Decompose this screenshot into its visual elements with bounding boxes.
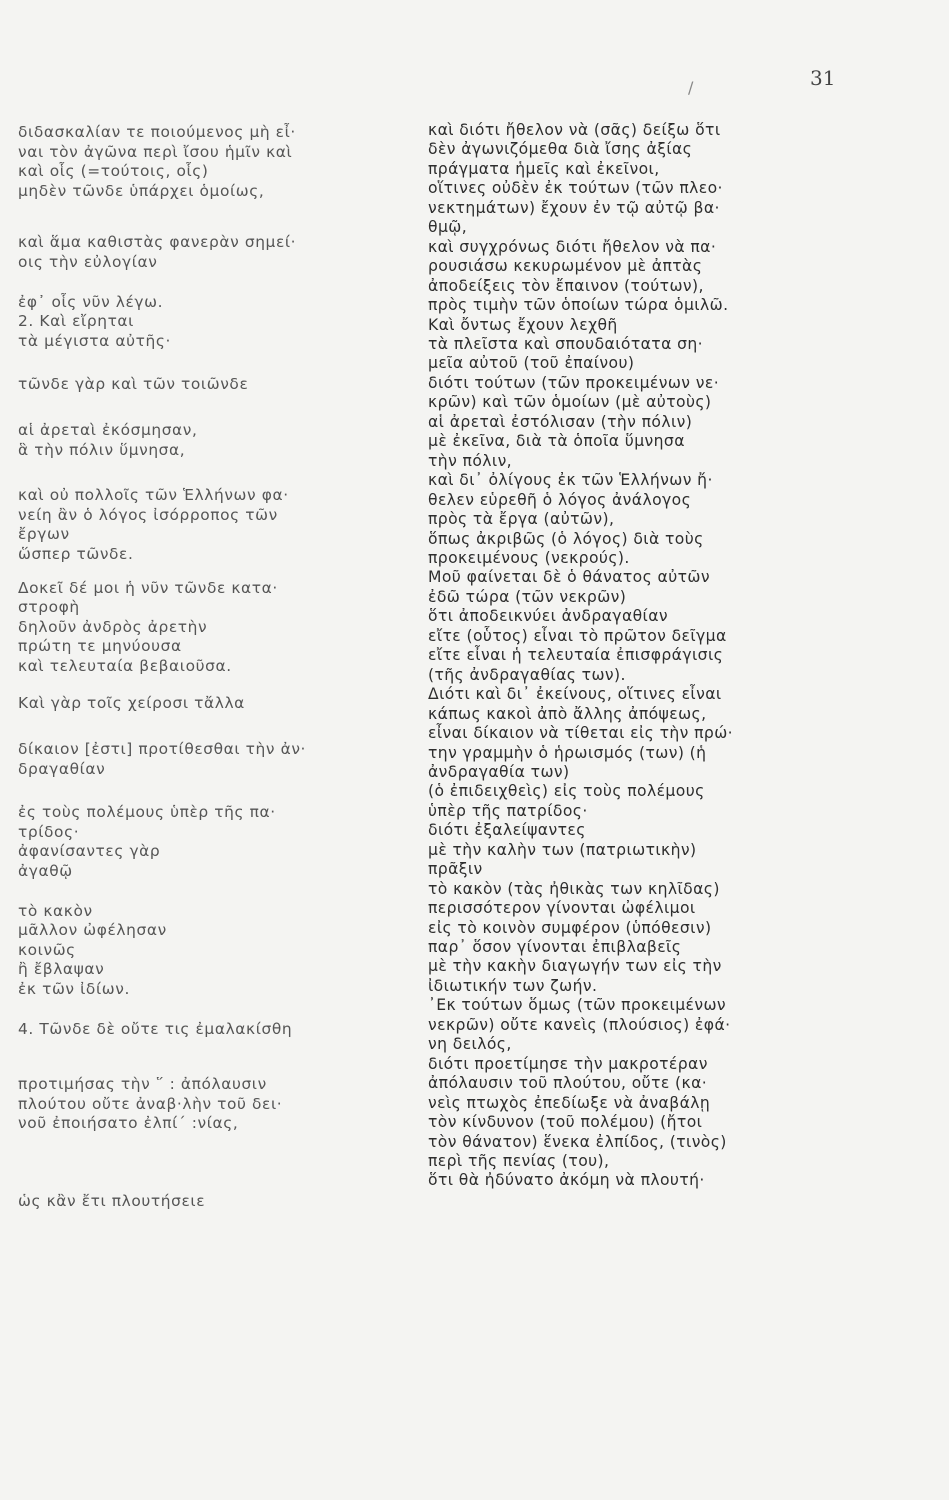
text-block [18, 803, 413, 881]
translation-line: ὅπως ἀκριβῶς (ὁ λόγος) διὰ τοὺς [428, 529, 704, 548]
translation-line: τὸν θάνατον) ἕνεκα ἐλπίδος, (τινὸς) [428, 1132, 727, 1151]
text-block [18, 123, 413, 201]
text-block [18, 1075, 413, 1134]
translation-line: ὑπὲρ τῆς πατρίδος· [428, 801, 588, 820]
translation-line: κάπως κακοὶ ἀπὸ ἄλλης ἀπόψεως, [428, 704, 707, 723]
text-block [18, 233, 413, 272]
text-line: δίκαιον [ἐστι] προτίθεσθαι τὴν ἀν· [18, 740, 307, 759]
text-block [18, 694, 413, 714]
translation-line: ὅτι θὰ ἠδύνατο ἀκόμη νὰ πλουτή· [428, 1171, 705, 1190]
text-line: καὶ οὐ πολλοῖς τῶν Ἑλλήνων φα· [18, 486, 289, 505]
translation-line: την γραμμὴν ὁ ἡρωισμός (των) (ἡ [428, 743, 707, 762]
translation-line: πρὸς τιμὴν τῶν ὁποίων τώρα ὁμιλῶ. [428, 296, 729, 315]
text-line: ὥσπερ τῶνδε. [18, 544, 134, 563]
translation-line: πρᾶξιν [428, 860, 483, 879]
translation-line: τὴν πόλιν, [428, 451, 513, 470]
translation-line: Μοῦ φαίνεται δὲ ὁ θάνατος αὐτῶν [428, 568, 710, 587]
text-line: 4. Τῶνδε δὲ οὔτε τις ἐμαλακίσθη [18, 1019, 293, 1038]
text-line: οις τὴν εὐλογίαν [18, 252, 158, 271]
text-line: δηλοῦν ἀνδρὸς ἀρετὴν [18, 617, 208, 636]
text-line: ἐφ᾽ οἷς νῦν λέγω. [18, 292, 164, 311]
text-block [18, 1020, 413, 1040]
text-block [18, 293, 413, 352]
translation-line: εἶναι δίκαιον νὰ τίθεται εἰς τὴν πρώ· [428, 724, 734, 743]
translation-line: μὲ ἐκεῖνα, διὰ τὰ ὁποῖα ὕμνησα [428, 432, 685, 451]
translation-line: Διότι καὶ δι᾽ ἐκείνους, οἵτινες εἶναι [428, 685, 722, 704]
text-line: ἐκ τῶν ἰδίων. [18, 980, 130, 998]
translation-line: οἵτινες οὐδὲν ἐκ τούτων (τῶν πλεο· [428, 179, 723, 198]
text-line: ἔργων [18, 525, 70, 544]
translation-line: καὶ δι᾽ ὀλίγους ἐκ τῶν Ἑλλήνων ἤ· [428, 471, 713, 490]
translation-line: καὶ συγχρόνως διότι ἤθελον νὰ πα· [428, 237, 717, 256]
translation-line: νεὶς πτωχὸς ἐπεδίωξε νὰ ἀναβάλῃ [428, 1093, 711, 1112]
translation-line: ἀνδραγαθία των) [428, 762, 570, 781]
translation-line: ἰδιωτικήν των ζωήν. [428, 976, 598, 995]
text-block [18, 740, 413, 779]
text-line: ἐς τοὺς πολέμους ὑπὲρ τῆς πα· [18, 803, 276, 822]
text-line: μηδὲν τῶνδε ὑπάρχει ὁμοίως, [18, 181, 265, 200]
translation-line: ᾿Εκ τούτων ὅμως (τῶν προκειμένων [428, 996, 727, 1015]
translation-line: δὲν ἀγωνιζόμεθα διὰ ἴσης ἀξίας [428, 140, 693, 159]
text-line: νοῦ ἐποιήσατο ἐλπί΄ :νίας, [18, 1114, 239, 1133]
text-line: ὡς κἂν ἔτι πλουτήσειε [18, 1191, 206, 1210]
text-line: νείη ἂν ὁ λόγος ἰσόρροπος τῶν [18, 505, 278, 524]
text-line: τὰ μέγιστα αὐτῆς· [18, 331, 171, 350]
translation-line: ἀποδείξεις τὸν ἔπαινον (τούτων), [428, 276, 704, 295]
text-line: πλούτου οὔτε ἀναβ·λὴν τοῦ δει· [18, 1094, 283, 1113]
text-line: Καὶ γὰρ τοῖς χείροσι τἄλλα [18, 694, 245, 713]
text-block [18, 1192, 413, 1212]
text-block [18, 486, 413, 564]
text-line: ἃ τὴν πόλιν ὕμνησα, [18, 440, 186, 459]
translation-line: διότι ἐξαλείψαντες [428, 821, 586, 840]
translation-line: νεκρῶν) οὔτε κανεὶς (πλούσιος) ἐφά· [428, 1015, 731, 1034]
translation-line: νη δειλός, [428, 1035, 512, 1054]
text-line: 2. Καὶ εἴρηται [18, 312, 134, 331]
translation-line: προκειμένους (νεκρούς). [428, 548, 630, 567]
translation-line: εἰς τὸ κοινὸν συμφέρον (ὑπόθεσιν) [428, 918, 712, 937]
text-line: στροφὴ [18, 598, 80, 617]
translation-line: εἴτε εἶναι ἡ τελευταία ἐπισφράγισις [428, 646, 724, 665]
text-line: διδασκαλίαν τε ποιούμενος μὴ εἶ· [18, 123, 296, 141]
translation-line: τὸ κακὸν (τὰς ἠθικὰς των κηλῖδας) [428, 879, 720, 898]
text-line: ἀγαθῷ [18, 862, 73, 881]
translation-line: αἱ ἀρεταὶ ἐστόλισαν (τὴν πόλιν) [428, 412, 693, 431]
translation-line: (ὁ ἐπιδειχθεὶς) εἰς τοὺς πολέμους [428, 782, 705, 801]
text-line: καὶ ἅμα καθιστὰς φανερὰν σημεί· [18, 233, 297, 252]
translation-line: μὲ τὴν καλὴν των (πατριωτικὴν) [428, 840, 697, 859]
text-block [18, 375, 413, 395]
modern-greek-translation-column [428, 121, 848, 1191]
ancient-greek-text-column [18, 123, 413, 1212]
translation-line: θμῷ, [428, 218, 468, 237]
translation-line: (τῆς ἀνδραγαθίας των). [428, 665, 626, 684]
text-line: ναι τὸν ἀγῶνα περὶ ἴσου ἡμῖν καὶ [18, 142, 293, 161]
translation-line: πρὸς τὰ ἔργα (αὐτῶν), [428, 510, 615, 529]
translation-line: Καὶ ὄντως ἔχουν λεχθῆ [428, 315, 618, 334]
translation-line: νεκτημάτων) ἔχουν ἐν τῷ αὐτῷ βα· [428, 198, 720, 217]
text-line: ἀφανίσαντες γὰρ [18, 842, 161, 861]
translation-line: θελεν εὑρεθῆ ὁ λόγος ἀνάλογος [428, 490, 692, 509]
translation-line: παρ᾽ ὅσον γίνονται ἐπιβλαβεῖς [428, 938, 682, 957]
translation-line: μεῖα αὐτοῦ (τοῦ ἐπαίνου) [428, 354, 635, 373]
text-line: κοινῶς [18, 940, 76, 959]
text-line: Δοκεῖ δέ μοι ἡ νῦν τῶνδε κατα· [18, 578, 278, 597]
translation-line: κρῶν) καὶ τῶν ὁμοίων (μὲ αὐτοὺς) [428, 393, 712, 412]
text-line: μᾶλλον ὠφέλησαν [18, 921, 167, 940]
text-line: τὸ κακὸν [18, 901, 93, 920]
translation-line: ἀπόλαυσιν τοῦ πλούτου, οὔτε (κα· [428, 1074, 708, 1093]
translation-line: ρουσιάσω κεκυρωμένον μὲ ἀπτὰς [428, 257, 703, 276]
translation-line: καὶ διότι ἤθελον νὰ (σᾶς) δείξω ὅτι [428, 121, 721, 139]
translation-line: μὲ τὴν κακὴν διαγωγήν των εἰς τὴν [428, 957, 722, 976]
translation-line: εἴτε (οὗτος) εἶναι τὸ πρῶτον δεῖγμα [428, 626, 727, 645]
text-line: ἢ ἔβλαψαν [18, 960, 105, 979]
page-mark: / [688, 78, 694, 97]
translation-line: διότι τούτων (τῶν προκειμένων νε· [428, 373, 720, 392]
text-line: τρίδος· [18, 822, 80, 841]
text-block [18, 421, 413, 460]
text-line: δραγαθίαν [18, 759, 106, 778]
text-line: αἱ ἀρεταὶ ἐκόσμησαν, [18, 420, 198, 439]
text-line: πρώτη τε μηνύουσα [18, 637, 182, 656]
translation-line: τὰ πλεῖστα καὶ σπουδαιότατα ση· [428, 334, 704, 353]
text-block [18, 902, 413, 1000]
translation-line: περὶ τῆς πενίας (του), [428, 1152, 610, 1171]
translation-line: περισσότερον γίνονται ὠφέλιμοι [428, 899, 696, 918]
translation-line: ἐδῶ τώρα (τῶν νεκρῶν) [428, 587, 627, 606]
text-line: καὶ οἷς (=τούτοις, οἷς) [18, 162, 209, 181]
translation-line: πράγματα ἡμεῖς καὶ ἐκεῖνοι, [428, 159, 660, 178]
translation-line: διότι προετίμησε τὴν μακροτέραν [428, 1054, 708, 1073]
text-line: προτιμήσας τὴν ῞ : ἀπόλαυσιν [18, 1075, 267, 1094]
translation-line: τὸν κίνδυνον (τοῦ πολέμου) (ἤτοι [428, 1113, 703, 1132]
page-number: 31 [810, 66, 836, 90]
translation-line: ὅτι ἀποδεικνύει ἀνδραγαθίαν [428, 607, 669, 626]
text-block [18, 579, 413, 677]
text-line: καὶ τελευταία βεβαιοῦσα. [18, 656, 232, 675]
text-line: τῶνδε γὰρ καὶ τῶν τοιῶνδε [18, 375, 249, 394]
